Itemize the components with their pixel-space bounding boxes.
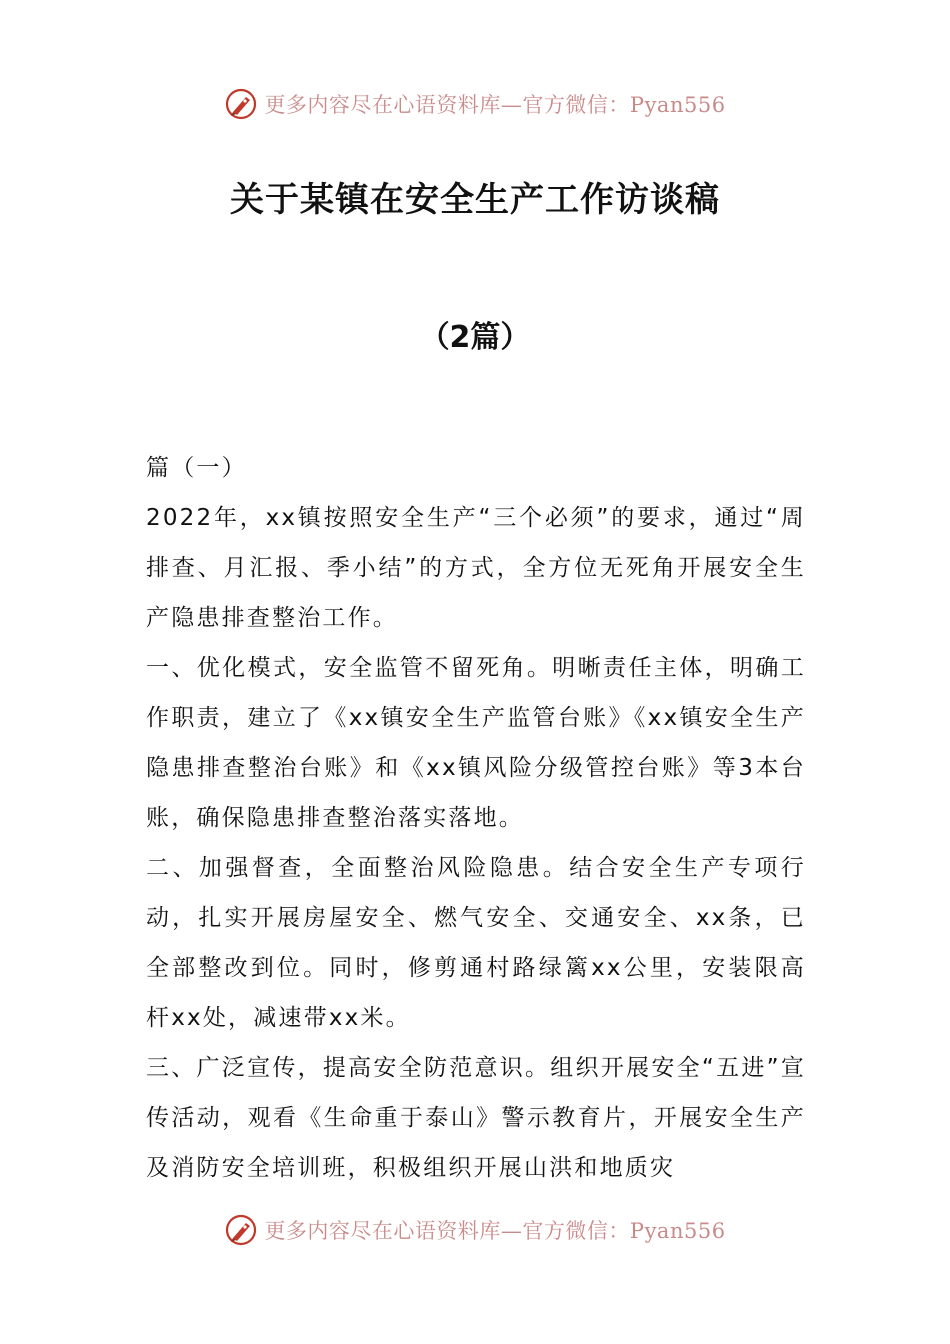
document-body <box>146 443 806 1193</box>
pen-nib-logo-icon <box>224 87 258 121</box>
document-title: 关于某镇在安全生产工作访谈稿 <box>230 180 720 220</box>
paragraph: 一、优化模式，安全监管不留死角。明晰责任主体，明确工作职责，建立了《xx镇安全生产监管台账》《xx镇安全生产隐患排查整治台账》和《xx镇风险分级管控台账》等3本台账，确保隐患排查整治落实落地。 <box>146 655 806 831</box>
header-watermark <box>0 84 950 124</box>
watermark-text: 更多内容尽在心语资料库—官方微信：Pyan556 <box>264 93 726 117</box>
pen-nib-logo-icon <box>224 1213 258 1247</box>
paragraph: 二、加强督查，全面整治风险隐患。结合安全生产专项行动，扎实开展房屋安全、燃气安全、交通安全、xx条，已全部整改到位。同时，修剪通村路绿篱xx公里，安装限高杆xx处，减速带xx米。 <box>146 855 806 1031</box>
document-subtitle: （2篇） <box>419 320 531 355</box>
watermark-text: 更多内容尽在心语资料库—官方微信：Pyan556 <box>264 1219 726 1243</box>
paragraph: 三、广泛宣传，提高安全防范意识。组织开展安全“五进”宣传活动，观看《生命重于泰山》警示教育片，开展安全生产及消防安全培训班，积极组织开展山洪和地质灾 <box>146 1055 806 1181</box>
footer-watermark <box>0 1210 950 1250</box>
paragraph: 2022年，xx镇按照安全生产“三个必须”的要求，通过“周排查、月汇报、季小结”的方式，全方位无死角开展安全生产隐患排查整治工作。 <box>146 505 806 631</box>
section-label: 篇（一） <box>146 455 247 481</box>
